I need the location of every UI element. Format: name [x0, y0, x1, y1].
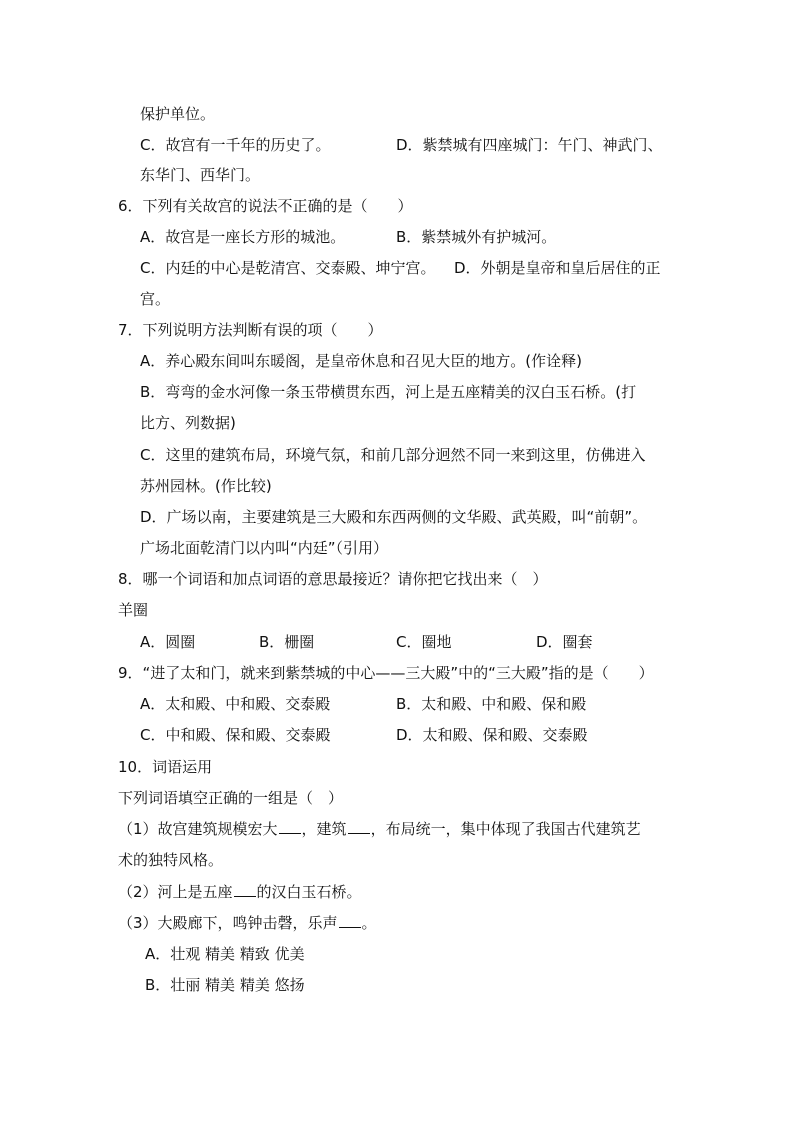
- q10-sentence-1: [118, 819, 641, 839]
- q7-option-a[interactable]: A．养心殿东间叫东暖阁，是皇帝休息和召见大臣的地方。(作诠释): [140, 352, 582, 370]
- blank-field[interactable]: [348, 819, 370, 834]
- q10-option-b[interactable]: B．壮丽 精美 精美 悠扬: [145, 976, 305, 994]
- q7-option-c-cont: 苏州园林。(作比较): [140, 477, 272, 495]
- q5-option-c[interactable]: C．故宫有一千年的历史了。: [140, 136, 331, 154]
- q10-sentence-1-cont: 术的独特风格。: [118, 851, 224, 869]
- q10-s2-part2: 的汉白玉石桥。: [256, 883, 362, 901]
- q9-stem: 9．“进了太和门，就来到紫禁城的中心——三大殿”中的“三大殿”指的是（ ）: [118, 664, 654, 682]
- q10-s1-part3: ，布局统一，集中体现了我国古代建筑艺: [370, 820, 641, 838]
- q7-option-d[interactable]: D．广场以南，主要建筑是三大殿和东西两侧的文华殿、武英殿，叫“前朝”。: [140, 508, 648, 526]
- q10-option-a[interactable]: A．壮观 精美 精致 优美: [145, 945, 305, 963]
- q6-option-c[interactable]: C．内廷的中心是乾清宫、交泰殿、坤宁宫。: [140, 259, 436, 277]
- blank-field[interactable]: [279, 819, 301, 834]
- q9-option-b[interactable]: B．太和殿、中和殿、保和殿: [396, 695, 587, 713]
- blank-field[interactable]: [339, 913, 361, 928]
- q7-stem: 7．下列说明方法判断有误的项（ ）: [118, 321, 383, 339]
- q10-s3-part2: 。: [361, 914, 377, 932]
- q9-option-d[interactable]: D．太和殿、保和殿、交泰殿: [396, 726, 588, 744]
- q10-sentence-3: [118, 913, 377, 933]
- q7-option-b[interactable]: B．弯弯的金水河像一条玉带横贯东西，河上是五座精美的汉白玉石桥。(打: [140, 383, 637, 401]
- q8-word: 羊圈: [118, 601, 149, 619]
- q10-title: 10．词语运用: [118, 758, 213, 776]
- q8-option-a[interactable]: A．圆圈: [140, 633, 196, 651]
- q10-s1-part1: （1）故宫建筑规模宏大: [118, 820, 278, 838]
- q5-continuation: 保护单位。: [140, 105, 216, 123]
- q7-option-d-cont: 广场北面乾清门以内叫“内廷”（引用）: [140, 539, 389, 557]
- q9-option-c[interactable]: C．中和殿、保和殿、交泰殿: [140, 726, 331, 744]
- q9-option-a[interactable]: A．太和殿、中和殿、交泰殿: [140, 695, 331, 713]
- q10-s3-part1: （3）大殿廊下，鸣钟击磬，乐声: [118, 914, 338, 932]
- q6-option-b[interactable]: B．紫禁城外有护城河。: [396, 228, 557, 246]
- q8-stem: 8．哪一个词语和加点词语的意思最接近？请你把它找出来（ ）: [118, 570, 548, 588]
- q10-stem: 下列词语填空正确的一组是（ ）: [118, 789, 344, 807]
- q8-option-c[interactable]: C．圈地: [396, 633, 452, 651]
- q6-option-d-cont: 宫。: [140, 290, 171, 308]
- blank-field[interactable]: [234, 882, 256, 897]
- q10-s2-part1: （2）河上是五座: [118, 883, 233, 901]
- q6-option-d[interactable]: D．外朝是皇帝和皇后居住的正: [454, 259, 661, 277]
- q5-option-d[interactable]: D．紫禁城有四座城门：午门、神武门、: [396, 136, 663, 154]
- q7-option-b-cont: 比方、列数据): [140, 414, 236, 432]
- q5-option-d-cont: 东华门、西华门。: [140, 166, 261, 184]
- q6-stem: 6．下列有关故宫的说法不正确的是（ ）: [118, 197, 413, 215]
- q10-sentence-2: [118, 882, 362, 902]
- q10-s1-part2: ，建筑: [301, 820, 347, 838]
- q7-option-c[interactable]: C．这里的建筑布局，环境气氛，和前几部分迥然不同一来到这里，仿佛进入: [140, 446, 646, 464]
- q8-option-d[interactable]: D．圈套: [536, 633, 593, 651]
- q6-option-a[interactable]: A．故宫是一座长方形的城池。: [140, 228, 346, 246]
- q8-option-b[interactable]: B．栅圈: [259, 633, 315, 651]
